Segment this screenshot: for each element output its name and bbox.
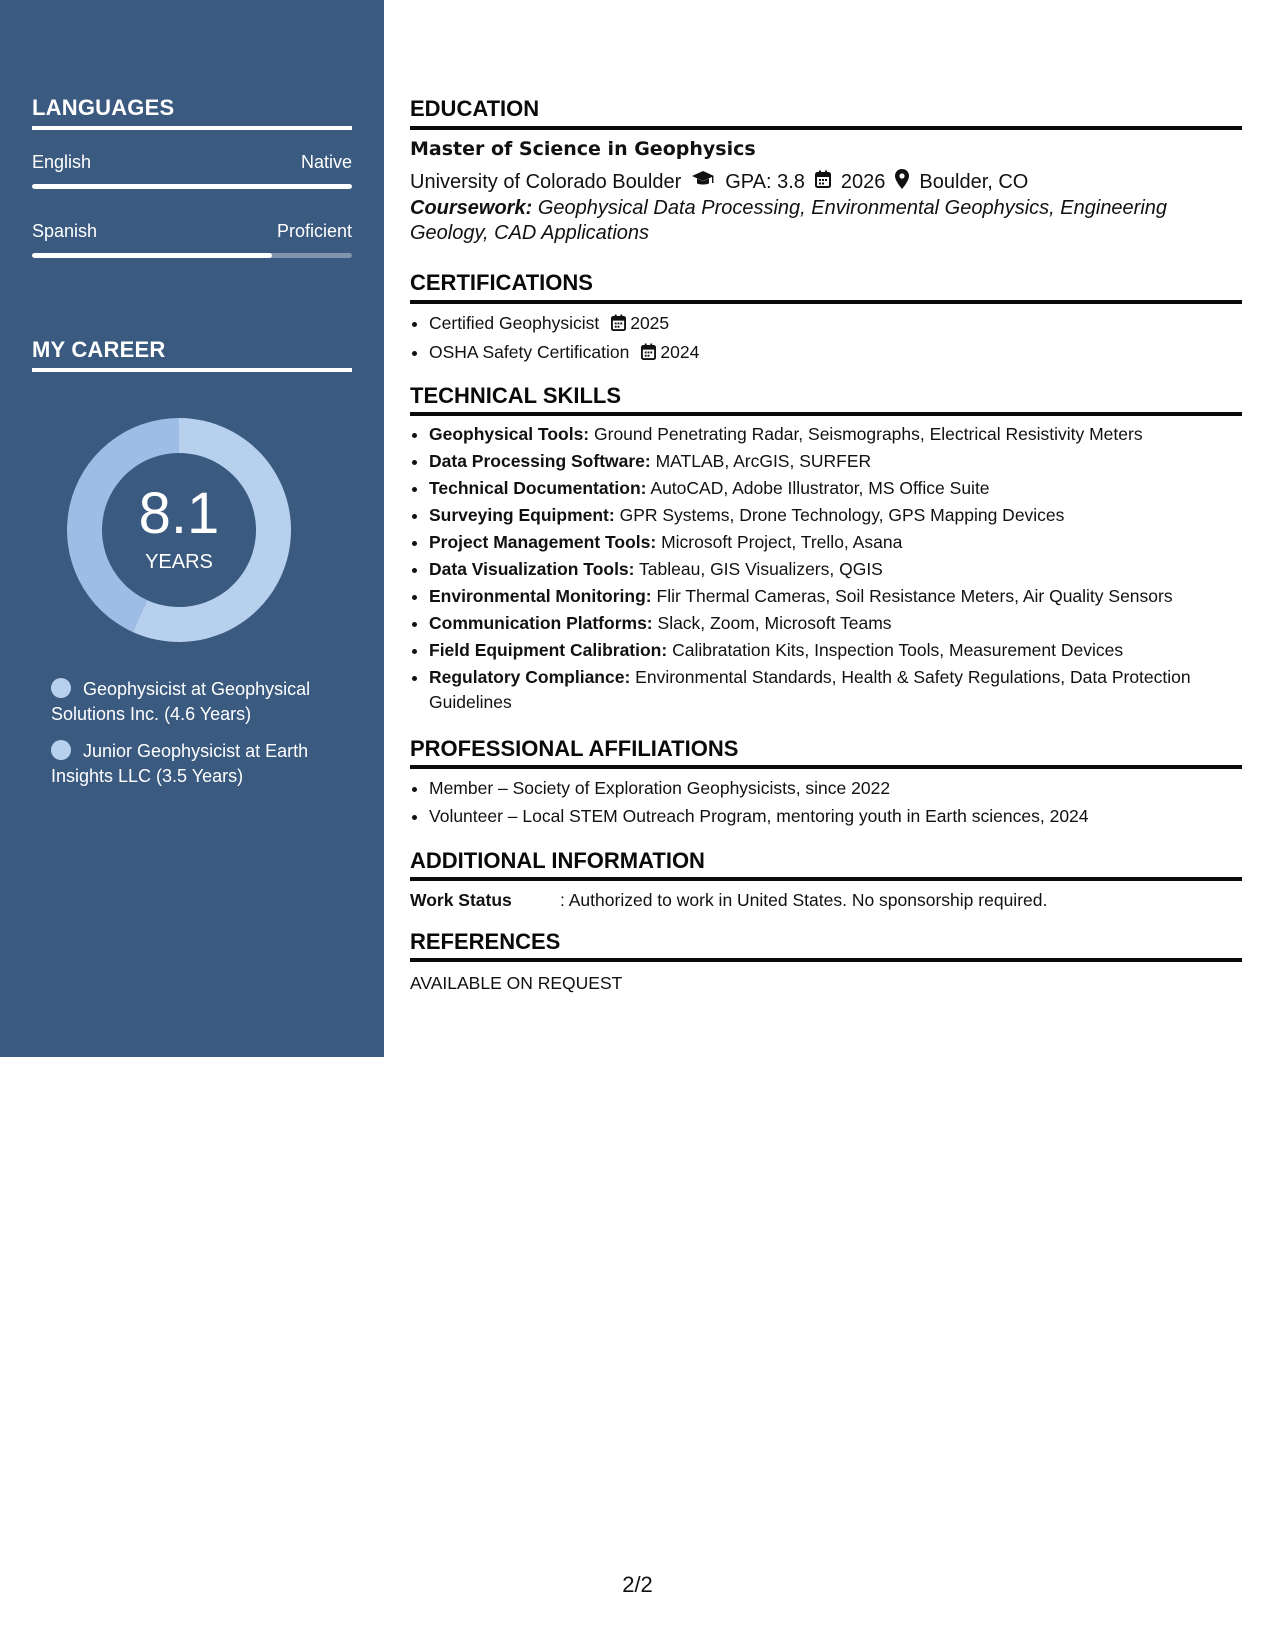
certification-item [429,310,1242,339]
language-english-bar-fill [32,184,352,189]
skill-label: Field Equipment Calibration: [429,640,668,660]
language-spanish [32,221,352,242]
additional-heading: ADDITIONAL INFORMATION [410,848,705,873]
skill-item [429,584,1242,609]
skill-text: Environmental Standards, Health & Safety Regulations, Data Protection Guidelines [429,667,1191,712]
skill-text: Microsoft Project, Trello, Asana [661,532,903,552]
legend-dot-icon [51,678,71,698]
affiliation-item: • Volunteer – Local STEM Outreach Program, mentoring youth in Earth sciences, 2024 [429,802,1242,830]
affiliations-divider [410,765,1242,769]
skills-heading: TECHNICAL SKILLS [410,383,622,408]
references-heading: REFERENCES [410,929,561,954]
certification-year: 2024 [660,342,700,362]
language-name: English [32,152,92,172]
skill-item [429,638,1242,663]
skill-label: Regulatory Compliance: [429,667,631,687]
work-status-value: : Authorized to work in United States. No sponsorship required. [560,890,1048,910]
gpa: GPA: 3.8 [725,170,805,193]
career-legend-label: Junior Geophysicist at Earth Insights LLC (3.5 Years) [51,741,309,786]
references-text: AVAILABLE ON REQUEST [410,973,623,993]
coursework-label: Coursework: [410,197,533,219]
skill-text: Slack, Zoom, Microsoft Teams [657,613,892,633]
skill-label: Environmental Monitoring: [429,586,652,606]
skill-item [429,503,1242,528]
degree-title: Master of Science in Geophysics [410,138,756,160]
skill-label: Geophysical Tools: [429,424,590,444]
affiliations-list [410,774,1242,830]
skill-label: Project Management Tools: [429,532,657,552]
graduation-year: 2026 [840,170,886,193]
sidebar [0,0,384,1057]
coursework [410,196,1242,246]
skill-item [429,611,1242,636]
skill-label: Communication Platforms: [429,613,653,633]
certifications-divider [410,300,1242,304]
language-english [32,152,352,173]
skill-text: Calibratation Kits, Inspection Tools, Measurement Devices [672,640,1124,660]
education-divider [410,126,1242,130]
skill-text: AutoCAD, Adobe Illustrator, MS Office Suite [650,478,990,498]
skill-text: Tableau, GIS Visualizers, QGIS [639,559,883,579]
career-legend-item [51,677,341,727]
school-name: University of Colorado Boulder [410,170,682,193]
skill-text: MATLAB, ArcGIS, SURFER [655,451,872,471]
graduation-cap-icon [691,170,715,194]
skill-text: Flir Thermal Cameras, Soil Resistance Meters, Air Quality Sensors [656,586,1173,606]
career-legend-item [51,739,341,789]
language-level: Proficient [276,221,352,241]
skills-divider [410,412,1242,416]
career-total-unit: YEARS [145,551,213,573]
skill-item [429,449,1242,474]
skill-item [429,422,1242,447]
affiliation-item: • Member – Society of Exploration Geophysicists, since 2022 [429,774,1242,802]
skill-text: Ground Penetrating Radar, Seismographs, Electrical Resistivity Meters [594,424,1143,444]
skill-label: Data Visualization Tools: [429,559,635,579]
skill-item [429,476,1242,501]
certification-year: 2025 [630,313,670,333]
location-pin-icon [895,169,909,195]
language-spanish-bar-fill [32,253,272,258]
skill-item [429,665,1242,715]
skill-text: GPR Systems, Drone Technology, GPS Mapping Devices [619,505,1065,525]
references-divider [410,958,1242,962]
skill-label: Surveying Equipment: [429,505,615,525]
certification-name: OSHA Safety Certification [429,342,630,362]
language-level: Native [300,152,352,172]
certification-name: Certified Geophysicist [429,313,600,333]
skill-item [429,557,1242,582]
legend-dot-icon [51,740,71,760]
certifications-list [410,310,1242,368]
calendar-icon [815,170,831,194]
work-status-label: Work Status [410,890,512,910]
languages-heading: LANGUAGES [32,95,175,120]
certifications-heading: CERTIFICATIONS [410,270,593,295]
language-spanish-bar [32,253,352,258]
calendar-icon [641,341,656,368]
education-location: Boulder, CO [919,170,1029,193]
page-number: 2/2 [622,1572,653,1597]
certification-item [429,339,1242,368]
language-name: Spanish [32,221,98,241]
skill-label: Technical Documentation: [429,478,647,498]
education-details [410,169,1242,195]
additional-divider [410,877,1242,881]
languages-divider [32,126,352,130]
career-legend-label: Geophysicist at Geophysical Solutions Inc. (4.6 Years) [51,679,311,724]
coursework-list: Geophysical Data Processing, Environmental Geophysics, Engineering Geology, CAD Applications [410,197,1168,244]
calendar-icon [611,312,626,339]
education-heading: EDUCATION [410,96,540,121]
career-heading: MY CAREER [32,337,166,362]
career-divider [32,368,352,372]
career-total-value: 8.1 [138,481,220,546]
skill-label: Data Processing Software: [429,451,651,471]
work-status [410,890,1242,911]
career-donut-chart [66,417,292,643]
skills-list [410,422,1242,717]
language-english-bar [32,184,352,189]
skill-item [429,530,1242,555]
affiliations-heading: PROFESSIONAL AFFILIATIONS [410,736,739,761]
